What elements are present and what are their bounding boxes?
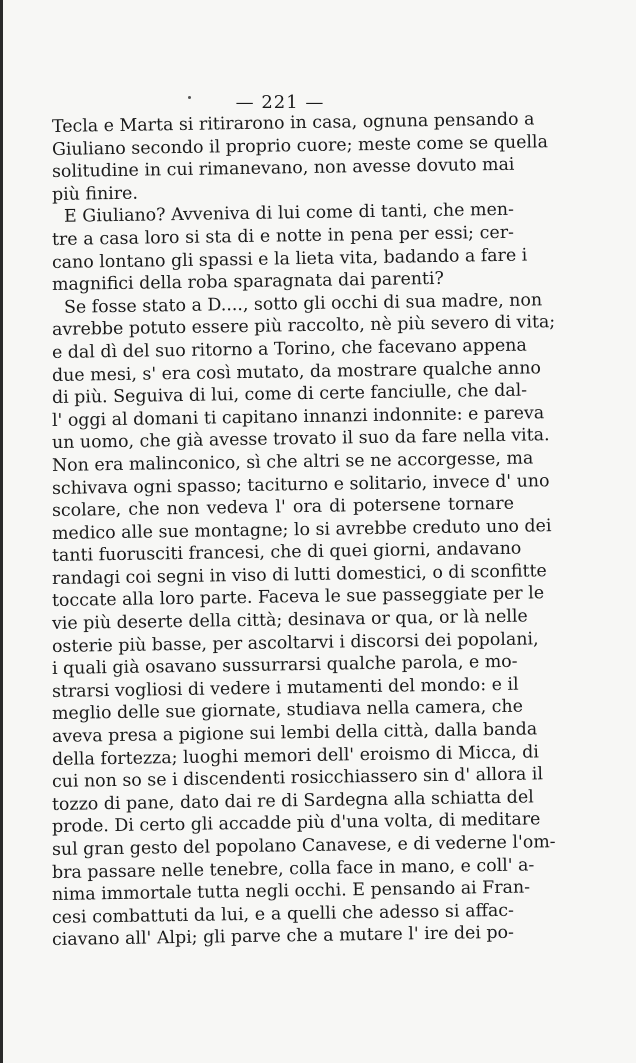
page-edge bbox=[0, 0, 3, 1063]
text-line: strarsi vogliosi di vedere i mutamenti del mondo: e il bbox=[51, 674, 519, 702]
body-text bbox=[51, 109, 556, 952]
text-line: cesi combattuti da lui, e a quelli che adesso si affac- bbox=[51, 900, 515, 928]
text-line: E Giuliano? Avveniva di lui come di tanti, che men- bbox=[63, 200, 515, 228]
text-line: toccate alla loro parte. Faceva le sue passeggiate per le bbox=[51, 583, 545, 612]
text-line: medico alle sue montagne; lo si avrebbe creduto uno dei bbox=[51, 515, 552, 544]
text-line: tanti fuorusciti francesi, che di quei giorni, andavano bbox=[51, 538, 522, 567]
text-line: ciavano all' Alpi; gli parve che a mutare l' ire dei po- bbox=[51, 923, 515, 951]
text-line: più finire. bbox=[51, 183, 139, 205]
text-line: magnifici della roba sparagnata dai parenti? bbox=[51, 269, 445, 296]
text-line: Non era malinconico, sì che altri se ne accorgesse, ma bbox=[51, 448, 534, 476]
text-line: solitudine in cui rimanevano, non avesse dovuto mai bbox=[51, 154, 515, 183]
text-line: Giuliano secondo il proprio cuore; meste come se quella bbox=[51, 131, 549, 160]
text-line: meglio delle sue giornate, studiava nella camera, che bbox=[51, 697, 524, 725]
text-line: Se fosse stato a D...., sotto gli occhi di sua madre, non bbox=[63, 290, 543, 318]
text-line: cano lontano gli spassi e la lieta vita, badando a fare i bbox=[51, 245, 528, 273]
text-line: aveva presa a pigione sui lembi della città, dalla banda bbox=[51, 719, 538, 748]
text-line: e dal dì del suo ritorno a Torino, che facevano appena bbox=[51, 335, 527, 363]
text-line: schivava ogni spasso; taciturno e solitario, invece d' uno bbox=[51, 470, 550, 499]
text-line: Tecla e Marta si ritirarono in casa, ognuna pensando a bbox=[51, 109, 535, 137]
text-line: un uomo, che già avesse trovato il suo da fare nella vita. bbox=[51, 425, 550, 454]
text-line: avrebbe potuto essere più raccolto, nè più severo di vita; bbox=[51, 312, 556, 341]
text-line: vie più deserte della città; desinava or qua, or là nelle bbox=[51, 606, 528, 635]
text-line: bra passare nelle tenebre, colla face in mano, e coll' a- bbox=[51, 855, 535, 883]
text-line: sul gran gesto del popolano Canavese, e di vederne l'om- bbox=[51, 832, 556, 860]
text-line: due mesi, s' era così mutato, da mostrare qualche anno bbox=[51, 357, 542, 386]
text-line: tre a casa loro si sta di e notte in pena per essi; cer- bbox=[51, 222, 515, 250]
text-line: tozzo di pane, dato dai re di Sardegna alla schiatta del bbox=[51, 787, 534, 815]
text-line: cui non so se i discendenti rosicchiassero sin d' allora il bbox=[51, 764, 544, 793]
text-line: randagi coi segni in viso di lutti domestici, o di sconfitte bbox=[51, 561, 547, 589]
text-line: nima immortale tutta negli occhi. E pensando ai Fran- bbox=[51, 877, 531, 906]
text-line: l' oggi al domani ti capitano innanzi indonnite: e pareva bbox=[51, 402, 545, 431]
text-line: di più. Seguiva di lui, come di certe fanciulle, che dal- bbox=[51, 380, 528, 409]
text-line: scolare, che non vedeva l' ora di potersene tornare bbox=[51, 493, 515, 522]
text-line: prode. Di certo gli accadde più d'una volta, di meditare bbox=[51, 809, 541, 838]
text-line: della fortezza; luoghi memori dell' eroismo di Micca, di bbox=[51, 741, 540, 770]
page-number: — 221 — bbox=[235, 92, 325, 113]
text-line: i quali già osavano sussurrarsi qualche parola, e mo- bbox=[51, 651, 518, 680]
text-line: osterie più basse, per ascoltarvi i discorsi dei popolani, bbox=[51, 629, 539, 657]
